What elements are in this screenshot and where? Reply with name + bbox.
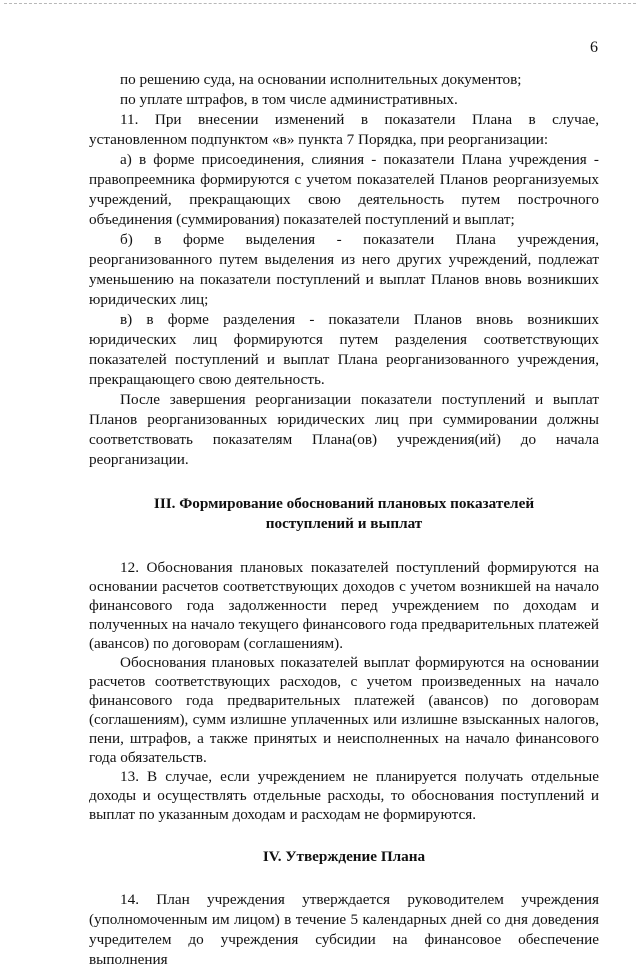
paragraph: а) в форме присоединения, слияния - показатели Плана учреждения - правопреемника формируются с учетом показателей Планов реорганизуемых учреждений, прекращающих свою деятельность путем построчного объединения (суммирования) показателей поступлений и выплат;	[89, 151, 599, 228]
paragraph: 14. План учреждения утверждается руководителем учреждения (уполномоченным им лицом) в течение 5 календарных дней со дня доведения учредителем до учреждения субсидии на финансовое обеспечение выполнения	[89, 891, 599, 968]
paragraph: по решению суда, на основании исполнительных документов;	[120, 71, 522, 88]
paragraph: 12. Обоснования плановых показателей поступлений формируются на основании расчетов соответствующих доходов с учетом возникшей на начало финансового года задолженности перед учреждением по доходам и полученных на начало текущего финансового года предварительных платежей (авансов) по договорам (соглашениям).	[89, 559, 599, 652]
paragraph: 11. При внесении изменений в показатели Плана в случае, установленном подпунктом «в» пункта 7 Порядка, при реорганизации:	[89, 111, 599, 148]
section-heading-line: IV. Утверждение Плана	[262, 848, 426, 865]
paragraph: После завершения реорганизации показатели поступлений и выплат Планов реорганизованных юридических лиц при суммировании должны соответствовать показателям Плана(ов) учреждения(ий) до начала реорганизации.	[89, 391, 599, 468]
paragraph: в) в форме разделения - показатели Планов вновь возникших юридических лиц формируются путем разделения соответствующих показателей поступлений и выплат Плана реорганизованного учреждения, прекращающего свою деятельность.	[89, 311, 599, 388]
section-heading	[89, 494, 599, 534]
section-heading-line: III. Формирование обоснований плановых показателей	[153, 495, 535, 512]
section-heading	[89, 847, 599, 867]
section-heading-line: поступлений и выплат	[265, 515, 423, 532]
paragraph: 13. В случае, если учреждением не планируется получать отдельные доходы и осуществлять отдельные расходы, то обоснования поступлений и выплат по указанным доходам и расходам не формируются.	[89, 768, 599, 823]
page-number: 6	[590, 39, 598, 56]
paragraph: б) в форме выделения - показатели Плана учреждения, реорганизованного путем выделения из него других учреждений, подлежат уменьшению на показатели поступлений и выплат Планов вновь возникших юридических лиц;	[89, 231, 599, 308]
document-body	[89, 70, 599, 970]
paragraph: Обоснования плановых показателей выплат формируются на основании расчетов соответствующих расходов, с учетом произведенных на начало финансового года предварительных платежей (авансов) по договорам (соглашениям), сумм излишне уплаченных или излишне взысканных налогов, пени, штрафов, а также принятых и неисполненных на начало финансового года обязательств.	[89, 654, 599, 766]
paragraph: по уплате штрафов, в том числе административных.	[120, 91, 458, 108]
scan-top-border	[4, 3, 636, 4]
